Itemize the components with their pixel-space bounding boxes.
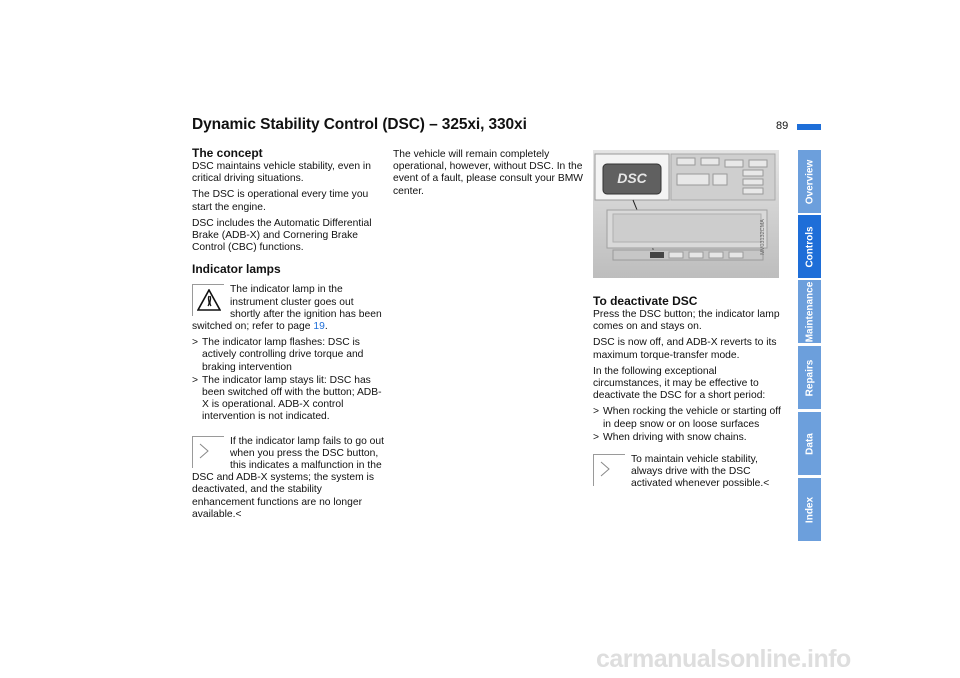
bullet-text: When driving with snow chains. bbox=[603, 431, 747, 443]
note-block bbox=[593, 454, 787, 491]
warning-text: The indicator lamp in the instrument cluster goes out shortly after the ignition has been switched on; refer to page bbox=[192, 284, 382, 333]
bullet-item bbox=[593, 406, 787, 430]
concept-paragraph-2: The DSC is operational every time you start the engine. bbox=[192, 189, 369, 213]
concept-paragraph-1: DSC maintains vehicle stability, even in critical driving situations. bbox=[192, 161, 371, 185]
note-corner-icon bbox=[593, 454, 627, 488]
sidebar-tab-controls[interactable]: Controls bbox=[798, 215, 821, 278]
page-title: Dynamic Stability Control (DSC) – 325xi, 330xi bbox=[192, 116, 527, 133]
sidebar-tab-maintenance[interactable]: Maintenance bbox=[798, 280, 821, 343]
bullet-item bbox=[192, 337, 384, 374]
heading-indicator-lamps: Indicator lamps bbox=[192, 262, 281, 277]
bullet-marker: > bbox=[593, 406, 600, 418]
note-text: To maintain vehicle stability, always drive with the DSC activated whenever possible.< bbox=[631, 454, 770, 490]
page-marker bbox=[797, 124, 821, 130]
deactivate-paragraph-2: DSC is now off, and ADB-X reverts to its maximum torque-transfer mode. bbox=[593, 337, 777, 361]
heading-to-deactivate-dsc: To deactivate DSC bbox=[593, 294, 698, 308]
deactivate-paragraph-3: In the following exceptional circumstances, it may be effective to deactivate the DSC for a short period: bbox=[593, 365, 766, 402]
page-19-link[interactable]: 19 bbox=[313, 321, 325, 333]
dsc-button-figure bbox=[593, 150, 779, 278]
sidebar-tab-overview[interactable]: Overview bbox=[798, 150, 821, 213]
bullet-text: The indicator lamp flashes: DSC is actively controlling drive torque and braking intervention bbox=[202, 337, 364, 373]
bullet-text: The indicator lamp stays lit: DSC has been switched off with the button; ADB-X is operational. ADB-X control intervention is not indicated. bbox=[202, 374, 382, 423]
dsc-button-label: DSC bbox=[617, 170, 647, 186]
warning-triangle-icon bbox=[192, 284, 226, 318]
deactivate-paragraph-1: Press the DSC button; the indicator lamp comes on and stays on. bbox=[593, 309, 780, 333]
figure-code: MV03132CMA bbox=[759, 219, 766, 255]
bullet-marker: > bbox=[593, 431, 600, 443]
heading-the-concept: The concept bbox=[192, 146, 263, 160]
column-2 bbox=[393, 149, 585, 202]
watermark: carmanualsonline.info bbox=[596, 645, 851, 673]
bullet-marker: > bbox=[192, 374, 199, 386]
bullet-item bbox=[593, 432, 787, 444]
note-block bbox=[192, 436, 384, 521]
note-text: If the indicator lamp fails to go out when you press the DSC button, this indicates a malfunction in the DSC and ADB-X systems; the system is deactivated, and the stability enhancement functions are no longer available.< bbox=[192, 435, 384, 520]
note-corner-icon bbox=[192, 436, 226, 470]
bullet-text: When rocking the vehicle or starting off in deep snow or on loose surfaces bbox=[603, 406, 781, 430]
concept-paragraph-3: DSC includes the Automatic Differential Brake (ADB-X) and Cornering Brake Control (CBC) functions. bbox=[192, 217, 372, 254]
page-number: 89 bbox=[776, 120, 789, 132]
sidebar-tab-data[interactable]: Data bbox=[798, 412, 821, 475]
sidebar-tab-index[interactable]: Index bbox=[798, 478, 821, 541]
sidebar-tab-repairs[interactable]: Repairs bbox=[798, 346, 821, 409]
bullet-item bbox=[192, 375, 384, 424]
bullet-marker: > bbox=[192, 337, 199, 349]
column-1 bbox=[192, 146, 384, 521]
column-3 bbox=[593, 294, 787, 491]
fault-paragraph: The vehicle will remain completely operational, however, without DSC. In the event of a fault, please consult your BMW center. bbox=[393, 149, 584, 197]
warning-note: The indicator lamp in the instrument cluster goes out shortly after the ignition has been switched on; refer to page 19. bbox=[192, 284, 382, 333]
